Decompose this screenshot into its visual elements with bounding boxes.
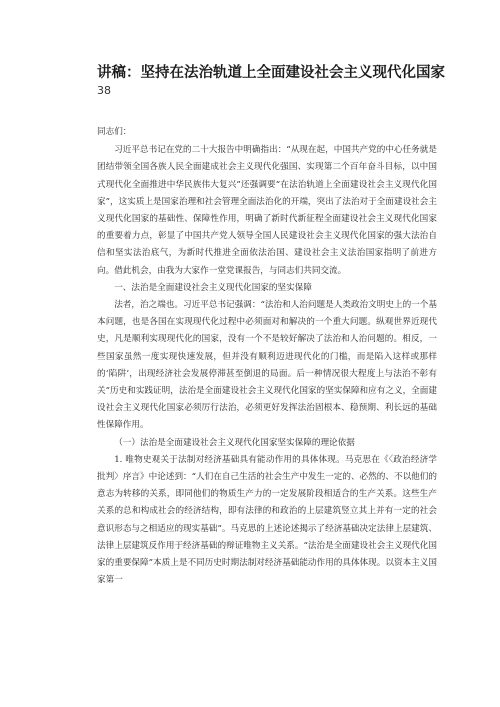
section-1-heading: 一、法治是全面建设社会主义现代化国家的坚实保障	[114, 282, 312, 293]
subsection-1-paragraph: 1. 唯物史观关于法制对经济基础具有能动作用的具体体现。马克思在《〈政治经济学批判〉序言》中论述到：“人们在自己生活的社会生产中发生一定的、必然的、不以他们的意志为转移的关系，即同他们的物质生产力的一定发展阶段相适合的生产关系。这些生产关系的总和构成社会的经济结构，即有法律的和政治的上层建筑竖立其上并有一定的社会意识形态与之相适应的现实基础”。马克思的上述论述揭示了经济基础决定法律上层建筑、法律上层建筑反作用于经济基础的辩证唯物主义关系。“法治是全面建设社会主义现代化国家的重要保障”本质上是不同历史时期法制对经济基础能动作用的具体体现。以资本主义国家第一	[97, 454, 437, 586]
document-number: 38	[97, 84, 111, 97]
document-body	[97, 124, 437, 589]
document-title: 讲稿：坚持在法治轨道上全面建设社会主义现代化国家	[97, 65, 445, 81]
intro-paragraph: 习近平总书记在党的二十大报告中明确指出：“从现在起，中国共产党的中心任务就是团结带领全国各族人民全面建成社会主义现代化强国、实现第二个百年奋斗目标，以中国式现代化全面推进中华民族伟大复兴”还强调要“在法治轨道上全面建设社会主义现代化国家”，这实质上是国家治理和社会管理全面法治化的开端，突出了法治对于全面建设社会主义现代化国家的基础性、保障性作用，明确了新时代新征程全面建设社会主义现代化国家的重要着力点，彰显了中国共产党人领导全国人民建设社会主义现代化国家的强大法治自信和坚实法治底气，为新时代推进全面依法治国、建设社会主义法治国家指明了前进方向。借此机会，由我为大家作一堂党课报告，与同志们共同交流。	[97, 145, 437, 276]
section-1-paragraph: 法者，治之端也。习近平总书记强调：“法治和人治问题是人类政治文明史上的一个基本问题，也是各国在实现现代化过程中必须面对和解决的一个重大问题。纵观世界近现代史，凡是顺利实现现代化的国家，没有一个不是较好解决了法治和人治问题的。相反，一些国家虽然一度实现快速发展，但并没有顺利迈进现代化的门槛，而是陷入这样或那样的‘陷阱’，出现经济社会发展停滞甚至倒退的局面。后一种情况很大程度上与法治不彰有关”历史和实践证明，法治是全面建设社会主义现代化国家的坚实保障和应有之义，全面建设社会主义现代化国家必须厉行法治，必须更好发挥法治固根本、稳预期、利长远的基础性保障作用。	[97, 300, 437, 431]
subsection-1-heading: （一）法治是全面建设社会主义现代化国家坚实保障的理论依据	[114, 437, 355, 448]
salutation: 同志们：	[97, 127, 132, 137]
